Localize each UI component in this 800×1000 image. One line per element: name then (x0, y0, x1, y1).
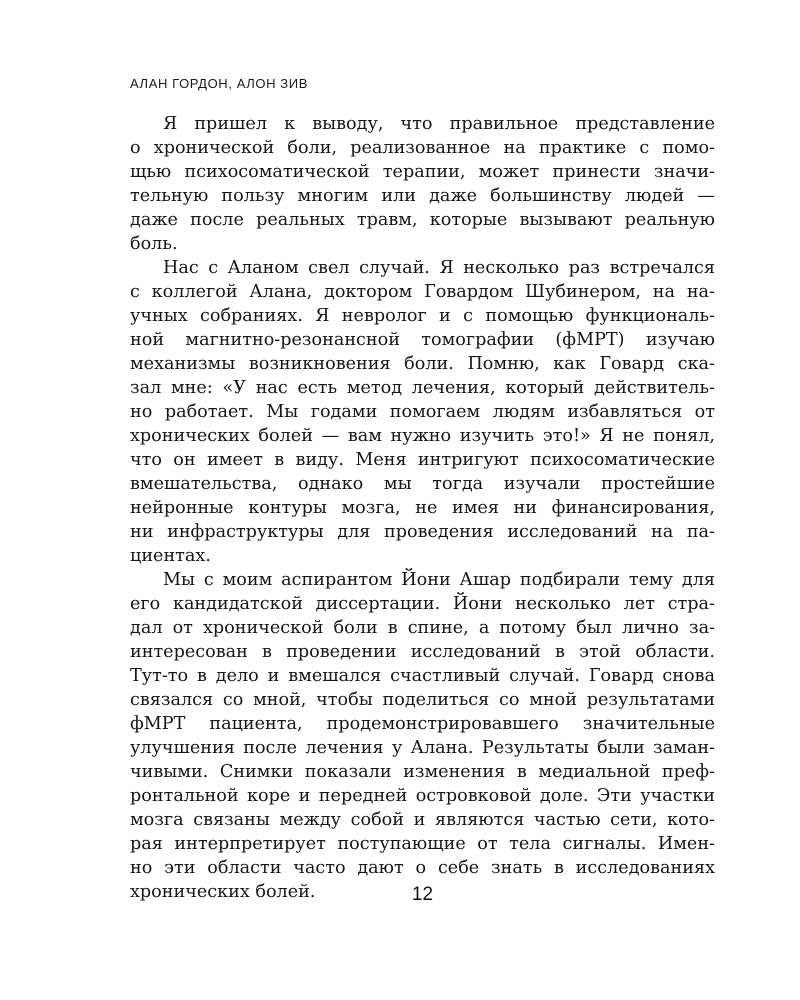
text-line: ронтальной коре и передней островковой доле. Эти участки (130, 786, 715, 806)
text-line: боль. (130, 234, 178, 254)
text-line: даже после реальных травм, которые вызывают реальную (130, 210, 715, 230)
text-line: мозга связаны между собой и являются частью сети, кото- (130, 810, 715, 830)
text-line: ни инфраструктуры для проведения исследований на па- (130, 522, 715, 542)
text-line: механизмы возникновения боли. Помню, как Говард ска- (130, 354, 715, 374)
text-line: о хронической боли, реализованное на практике с помо- (130, 138, 715, 158)
text-line: вмешательства, однако мы тогда изучали простейшие (130, 474, 715, 494)
text-line: тельную пользу многим или даже большинству людей — (130, 186, 715, 206)
text-line: интересован в проведении исследований в этой области. (130, 642, 715, 662)
page-number: 12 (411, 884, 434, 905)
paragraph-1 (130, 112, 715, 256)
text-line: Нас с Аланом свел случай. Я несколько раз встречался (163, 258, 715, 278)
text-line: рая интерпретирует поступающие от тела сигналы. Имен- (130, 834, 715, 854)
text-line: ной магнитно-резонансной томографии (фМРТ) изучаю (130, 330, 715, 350)
text-line: фМРТ пациента, продемонстрировавшего значительные (130, 714, 715, 734)
paragraph-3 (130, 568, 715, 904)
text-line: хронических болей. (130, 882, 316, 902)
text-line: с коллегой Алана, доктором Говардом Шубинером, на на- (130, 282, 715, 302)
text-line: учных собраниях. Я невролог и с помощью функциональ- (130, 306, 715, 326)
text-line: циентах. (130, 546, 211, 566)
text-line: улучшения после лечения у Алана. Результаты были заман- (130, 738, 715, 758)
text-line: связался со мной, чтобы поделиться со мной результатами (130, 690, 715, 710)
text-line: дал от хронической боли в спине, а потому был лично за- (130, 618, 715, 638)
running-head: АЛАН ГОРДОН, АЛОН ЗИВ (130, 76, 308, 91)
text-line: его кандидатской диссертации. Йони несколько лет стра- (130, 594, 715, 614)
text-line: щью психосоматической терапии, может принести значи- (130, 162, 715, 182)
text-line: что он имеет в виду. Меня интригуют психосоматические (130, 450, 715, 470)
text-line: чивыми. Снимки показали изменения в медиальной преф- (130, 762, 715, 782)
text-line: но работает. Мы годами помогаем людям избавляться от (130, 402, 715, 422)
body-text (130, 112, 715, 904)
text-line: нейронные контуры мозга, не имея ни финансирования, (130, 498, 715, 518)
text-line: Мы с моим аспирантом Йони Ашар подбирали тему для (163, 570, 715, 590)
text-line: хронических болей — вам нужно изучить это!» Я не понял, (130, 426, 715, 446)
paragraph-2 (130, 256, 715, 568)
text-line: Тут-то в дело и вмешался счастливый случай. Говард снова (130, 666, 715, 686)
text-line: Я пришел к выводу, что правильное представление (163, 114, 715, 134)
text-line: зал мне: «У нас есть метод лечения, который действитель- (130, 378, 715, 398)
text-line: но эти области часто дают о себе знать в исследованиях (130, 858, 715, 878)
